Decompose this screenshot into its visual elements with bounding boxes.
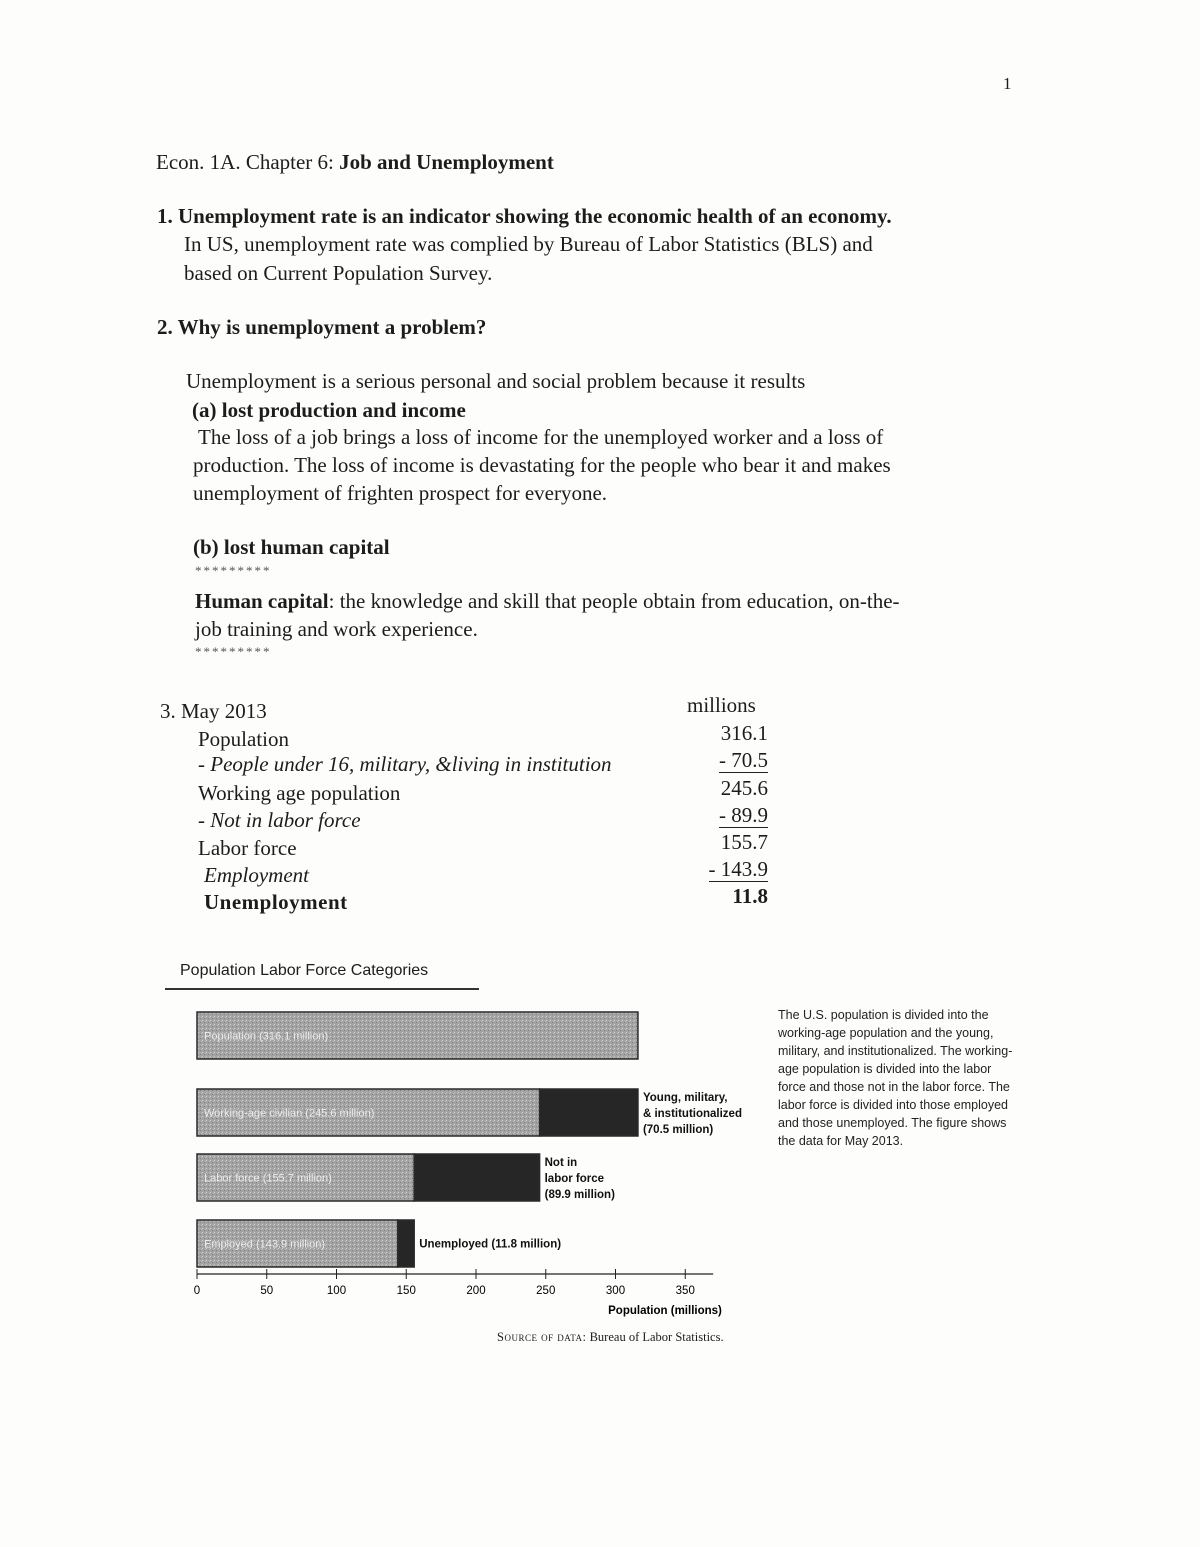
page-number: 1 xyxy=(1003,74,1012,93)
calc-label-not-in-labor-force: - Not in labor force xyxy=(198,808,361,832)
x-tick-label-300: 300 xyxy=(605,1285,626,1297)
bar-inner-label-2: Labor force (155.7 million) xyxy=(204,1172,332,1185)
stars-divider-bottom: ********* xyxy=(195,644,272,659)
bar-outer-label-3-0: Unemployed (11.8 million) xyxy=(419,1238,562,1251)
bar-outer-label-1-1: & institutionalized xyxy=(642,1108,742,1120)
chart-x-axis-label: Population (millions) xyxy=(608,1305,722,1317)
x-tick-label-0: 0 xyxy=(193,1285,201,1297)
calc-value-unemployment: 11.8 xyxy=(732,884,768,908)
bar-outer-label-1-0: Young, military, xyxy=(642,1092,728,1104)
section2-heading: 2. Why is unemployment a problem? xyxy=(157,315,487,339)
human-capital-definition-text: : the knowledge and skill that people obtain from education, on-the- xyxy=(328,589,900,613)
x-tick-label-150: 150 xyxy=(396,1285,416,1297)
lost-production-line1: The loss of a job brings a loss of income for the unemployed worker and a loss of xyxy=(198,425,884,449)
bar-outer-label-2-2: (89.9 million) xyxy=(544,1189,615,1201)
lost-human-capital-heading: (b) lost human capital xyxy=(193,535,390,559)
title-main: Job and Unemployment xyxy=(339,150,554,174)
stars-divider-top: ********* xyxy=(195,563,272,578)
labor-force-bar-chart xyxy=(150,1000,770,1320)
calc-label-unemployment: Unemployment xyxy=(204,890,348,914)
source-line xyxy=(497,1330,724,1345)
human-capital-definition-line2: job training and work experience. xyxy=(195,617,478,641)
x-tick-label-350: 350 xyxy=(675,1285,695,1297)
section3-heading: 3. May 2013 xyxy=(160,699,267,723)
bar-inner-label-0: Population (316.1 million) xyxy=(204,1030,329,1043)
human-capital-term: Human capital xyxy=(195,589,329,613)
chart-bars xyxy=(197,1012,742,1267)
calc-label-under16: - People under 16, military, &living in institution xyxy=(198,752,612,776)
calc-label-population: Population xyxy=(198,727,290,751)
lost-production-line3: unemployment of frighten prospect for everyone. xyxy=(193,481,608,505)
calc-value-not-in-labor-force: - 89.9 xyxy=(719,803,768,827)
human-capital-definition-line1 xyxy=(195,587,900,616)
bar-inner-label-3: Employed (143.9 million) xyxy=(204,1238,326,1251)
x-tick-label-100: 100 xyxy=(326,1285,347,1297)
calc-label-employment: Employment xyxy=(204,863,309,887)
section1-line2: based on Current Population Survey. xyxy=(184,261,493,285)
bar-outer-label-2-1: labor force xyxy=(544,1173,605,1185)
lost-production-heading: (a) lost production and income xyxy=(192,398,466,422)
calc-label-labor-force: Labor force xyxy=(198,836,297,860)
calc-value-labor-force: 155.7 xyxy=(720,830,768,854)
section1-heading: 1. Unemployment rate is an indicator showing the economic health of an economy. xyxy=(157,204,892,228)
section2-intro: Unemployment is a serious personal and social problem because it results xyxy=(186,369,806,393)
calc-value-working-age: 245.6 xyxy=(720,776,768,800)
source-text: Bureau of Labor Statistics. xyxy=(589,1330,724,1344)
chart-title-underline xyxy=(165,988,479,990)
calc-value-population: 316.1 xyxy=(720,721,768,745)
units-label: millions xyxy=(687,693,756,717)
source-prefix: Source of data: xyxy=(497,1330,587,1344)
title-prefix: Econ. 1A. Chapter 6: xyxy=(156,150,334,174)
bar-outer-label-1-2: (70.5 million) xyxy=(642,1124,714,1136)
chart-caption: The U.S. population is divided into the working-age population and the young, military, and institutionalized. The working-age population is divided into the labor force and those not in the labor force. The labor force is divided into those employed and those unemployed. The figure shows the data for May 2013. xyxy=(778,1008,1013,1148)
x-tick-label-250: 250 xyxy=(536,1285,556,1297)
bar-outer-2 xyxy=(414,1154,539,1201)
chart-title: Population Labor Force Categories xyxy=(180,962,429,979)
bar-outer-3 xyxy=(398,1220,414,1267)
x-tick-label-200: 200 xyxy=(466,1285,486,1297)
bar-outer-1 xyxy=(540,1089,638,1136)
x-tick-label-50: 50 xyxy=(260,1285,274,1297)
calc-value-under16: - 70.5 xyxy=(719,748,768,772)
bar-inner-label-1: Working-age civilian (245.6 million) xyxy=(204,1107,375,1120)
document-title xyxy=(156,150,554,175)
bar-outer-label-2-0: Not in xyxy=(544,1157,578,1169)
section1-line1: In US, unemployment rate was complied by Bureau of Labor Statistics (BLS) and xyxy=(184,232,873,256)
chart-x-axis xyxy=(194,1269,713,1297)
calc-value-employment: - 143.9 xyxy=(708,857,768,881)
calc-label-working-age: Working age population xyxy=(198,781,401,805)
lost-production-line2: production. The loss of income is devastating for the people who bear it and makes xyxy=(193,453,891,477)
